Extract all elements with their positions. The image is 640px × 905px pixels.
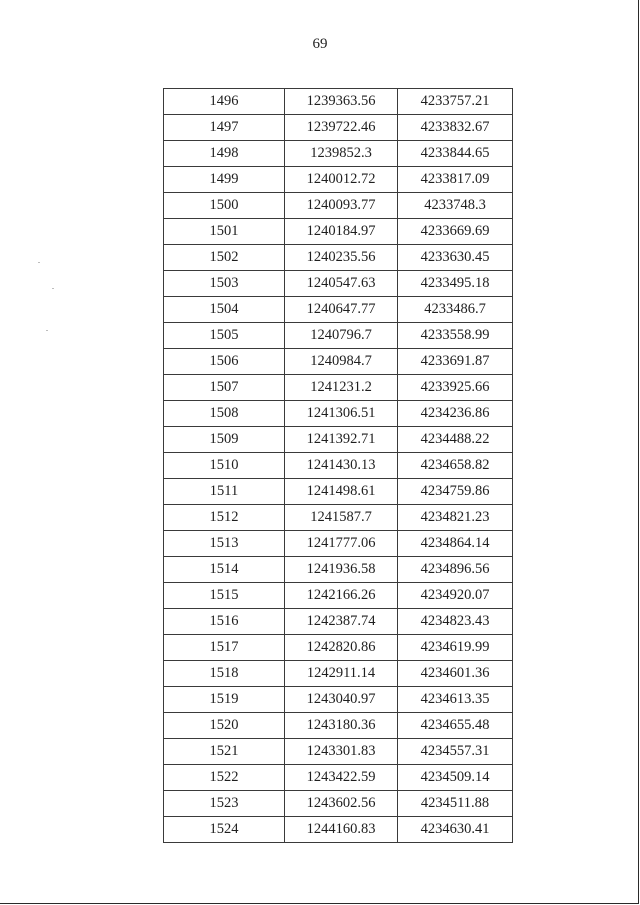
table-row: [164, 349, 513, 375]
table-row: [164, 375, 513, 401]
x-coordinate-cell: 1239722.46: [285, 115, 398, 141]
page-number: 69: [312, 36, 328, 52]
point-number-cell: 1521: [164, 739, 285, 765]
table-row: [164, 245, 513, 271]
point-number-cell: 1519: [164, 687, 285, 713]
y-coordinate-cell: 4234601.36: [398, 661, 513, 687]
x-coordinate-cell: 1240547.63: [285, 271, 398, 297]
x-coordinate-cell: 1240235.56: [285, 245, 398, 271]
table-row: [164, 661, 513, 687]
point-number-cell: 1513: [164, 531, 285, 557]
y-coordinate-cell: 4234236.86: [398, 401, 513, 427]
point-number-cell: 1520: [164, 713, 285, 739]
x-coordinate-cell: 1239363.56: [285, 89, 398, 115]
y-coordinate-cell: 4234864.14: [398, 531, 513, 557]
point-number-cell: 1509: [164, 427, 285, 453]
x-coordinate-cell: 1244160.83: [285, 817, 398, 843]
table-row: [164, 557, 513, 583]
y-coordinate-cell: 4233844.65: [398, 141, 513, 167]
point-number-cell: 1499: [164, 167, 285, 193]
x-coordinate-cell: 1241587.7: [285, 505, 398, 531]
point-number-cell: 1508: [164, 401, 285, 427]
y-coordinate-cell: 4233817.09: [398, 167, 513, 193]
x-coordinate-cell: 1241392.71: [285, 427, 398, 453]
x-coordinate-cell: 1243602.56: [285, 791, 398, 817]
x-coordinate-cell: 1240184.97: [285, 219, 398, 245]
y-coordinate-cell: 4234896.56: [398, 557, 513, 583]
y-coordinate-cell: 4234821.23: [398, 505, 513, 531]
point-number-cell: 1515: [164, 583, 285, 609]
table-row: [164, 817, 513, 843]
x-coordinate-cell: 1241231.2: [285, 375, 398, 401]
point-number-cell: 1524: [164, 817, 285, 843]
table-row: [164, 141, 513, 167]
x-coordinate-cell: 1240796.7: [285, 323, 398, 349]
y-coordinate-cell: 4234759.86: [398, 479, 513, 505]
table-row: [164, 193, 513, 219]
x-coordinate-cell: 1243040.97: [285, 687, 398, 713]
y-coordinate-cell: 4233558.99: [398, 323, 513, 349]
y-coordinate-cell: 4234619.99: [398, 635, 513, 661]
x-coordinate-cell: 1240012.72: [285, 167, 398, 193]
x-coordinate-cell: 1239852.3: [285, 141, 398, 167]
point-number-cell: 1505: [164, 323, 285, 349]
point-number-cell: 1497: [164, 115, 285, 141]
x-coordinate-cell: 1241936.58: [285, 557, 398, 583]
table-row: [164, 479, 513, 505]
point-number-cell: 1523: [164, 791, 285, 817]
point-number-cell: 1512: [164, 505, 285, 531]
point-number-cell: 1500: [164, 193, 285, 219]
x-coordinate-cell: 1241498.61: [285, 479, 398, 505]
point-number-cell: 1522: [164, 765, 285, 791]
y-coordinate-cell: 4233757.21: [398, 89, 513, 115]
point-number-cell: 1504: [164, 297, 285, 323]
table-row: [164, 739, 513, 765]
table-row: [164, 115, 513, 141]
table-row: [164, 583, 513, 609]
x-coordinate-cell: 1241430.13: [285, 453, 398, 479]
point-number-cell: 1496: [164, 89, 285, 115]
y-coordinate-cell: 4233691.87: [398, 349, 513, 375]
x-coordinate-cell: 1242166.26: [285, 583, 398, 609]
y-coordinate-cell: 4234509.14: [398, 765, 513, 791]
table-row: [164, 401, 513, 427]
y-coordinate-cell: 4234488.22: [398, 427, 513, 453]
coordinates-table: [163, 88, 513, 843]
point-number-cell: 1514: [164, 557, 285, 583]
y-coordinate-cell: 4234557.31: [398, 739, 513, 765]
point-number-cell: 1517: [164, 635, 285, 661]
x-coordinate-cell: 1240093.77: [285, 193, 398, 219]
point-number-cell: 1518: [164, 661, 285, 687]
table-row: [164, 765, 513, 791]
x-coordinate-cell: 1240984.7: [285, 349, 398, 375]
point-number-cell: 1501: [164, 219, 285, 245]
table-row: [164, 453, 513, 479]
point-number-cell: 1510: [164, 453, 285, 479]
x-coordinate-cell: 1241306.51: [285, 401, 398, 427]
x-coordinate-cell: 1240647.77: [285, 297, 398, 323]
x-coordinate-cell: 1243301.83: [285, 739, 398, 765]
x-coordinate-cell: 1242820.86: [285, 635, 398, 661]
y-coordinate-cell: 4233486.7: [398, 297, 513, 323]
point-number-cell: 1498: [164, 141, 285, 167]
y-coordinate-cell: 4234630.41: [398, 817, 513, 843]
y-coordinate-cell: 4234658.82: [398, 453, 513, 479]
table-row: [164, 219, 513, 245]
scan-speck: [52, 288, 54, 289]
table-row: [164, 635, 513, 661]
table-row: [164, 271, 513, 297]
x-coordinate-cell: 1243422.59: [285, 765, 398, 791]
point-number-cell: 1506: [164, 349, 285, 375]
y-coordinate-cell: 4234511.88: [398, 791, 513, 817]
table-row: [164, 531, 513, 557]
y-coordinate-cell: 4233748.3: [398, 193, 513, 219]
y-coordinate-cell: 4233832.67: [398, 115, 513, 141]
point-number-cell: 1502: [164, 245, 285, 271]
table-row: [164, 427, 513, 453]
coordinates-table-body: [164, 89, 513, 843]
y-coordinate-cell: 4233925.66: [398, 375, 513, 401]
point-number-cell: 1511: [164, 479, 285, 505]
table-row: [164, 167, 513, 193]
table-row: [164, 323, 513, 349]
x-coordinate-cell: 1242387.74: [285, 609, 398, 635]
y-coordinate-cell: 4234823.43: [398, 609, 513, 635]
x-coordinate-cell: 1241777.06: [285, 531, 398, 557]
table-row: [164, 791, 513, 817]
scan-speck: [46, 330, 48, 331]
table-row: [164, 687, 513, 713]
table-row: [164, 609, 513, 635]
y-coordinate-cell: 4233669.69: [398, 219, 513, 245]
x-coordinate-cell: 1243180.36: [285, 713, 398, 739]
point-number-cell: 1507: [164, 375, 285, 401]
y-coordinate-cell: 4234920.07: [398, 583, 513, 609]
point-number-cell: 1503: [164, 271, 285, 297]
scan-speck: [38, 262, 40, 263]
x-coordinate-cell: 1242911.14: [285, 661, 398, 687]
table-row: [164, 89, 513, 115]
y-coordinate-cell: 4234613.35: [398, 687, 513, 713]
table-row: [164, 297, 513, 323]
table-row: [164, 505, 513, 531]
y-coordinate-cell: 4233495.18: [398, 271, 513, 297]
y-coordinate-cell: 4234655.48: [398, 713, 513, 739]
y-coordinate-cell: 4233630.45: [398, 245, 513, 271]
point-number-cell: 1516: [164, 609, 285, 635]
table-row: [164, 713, 513, 739]
